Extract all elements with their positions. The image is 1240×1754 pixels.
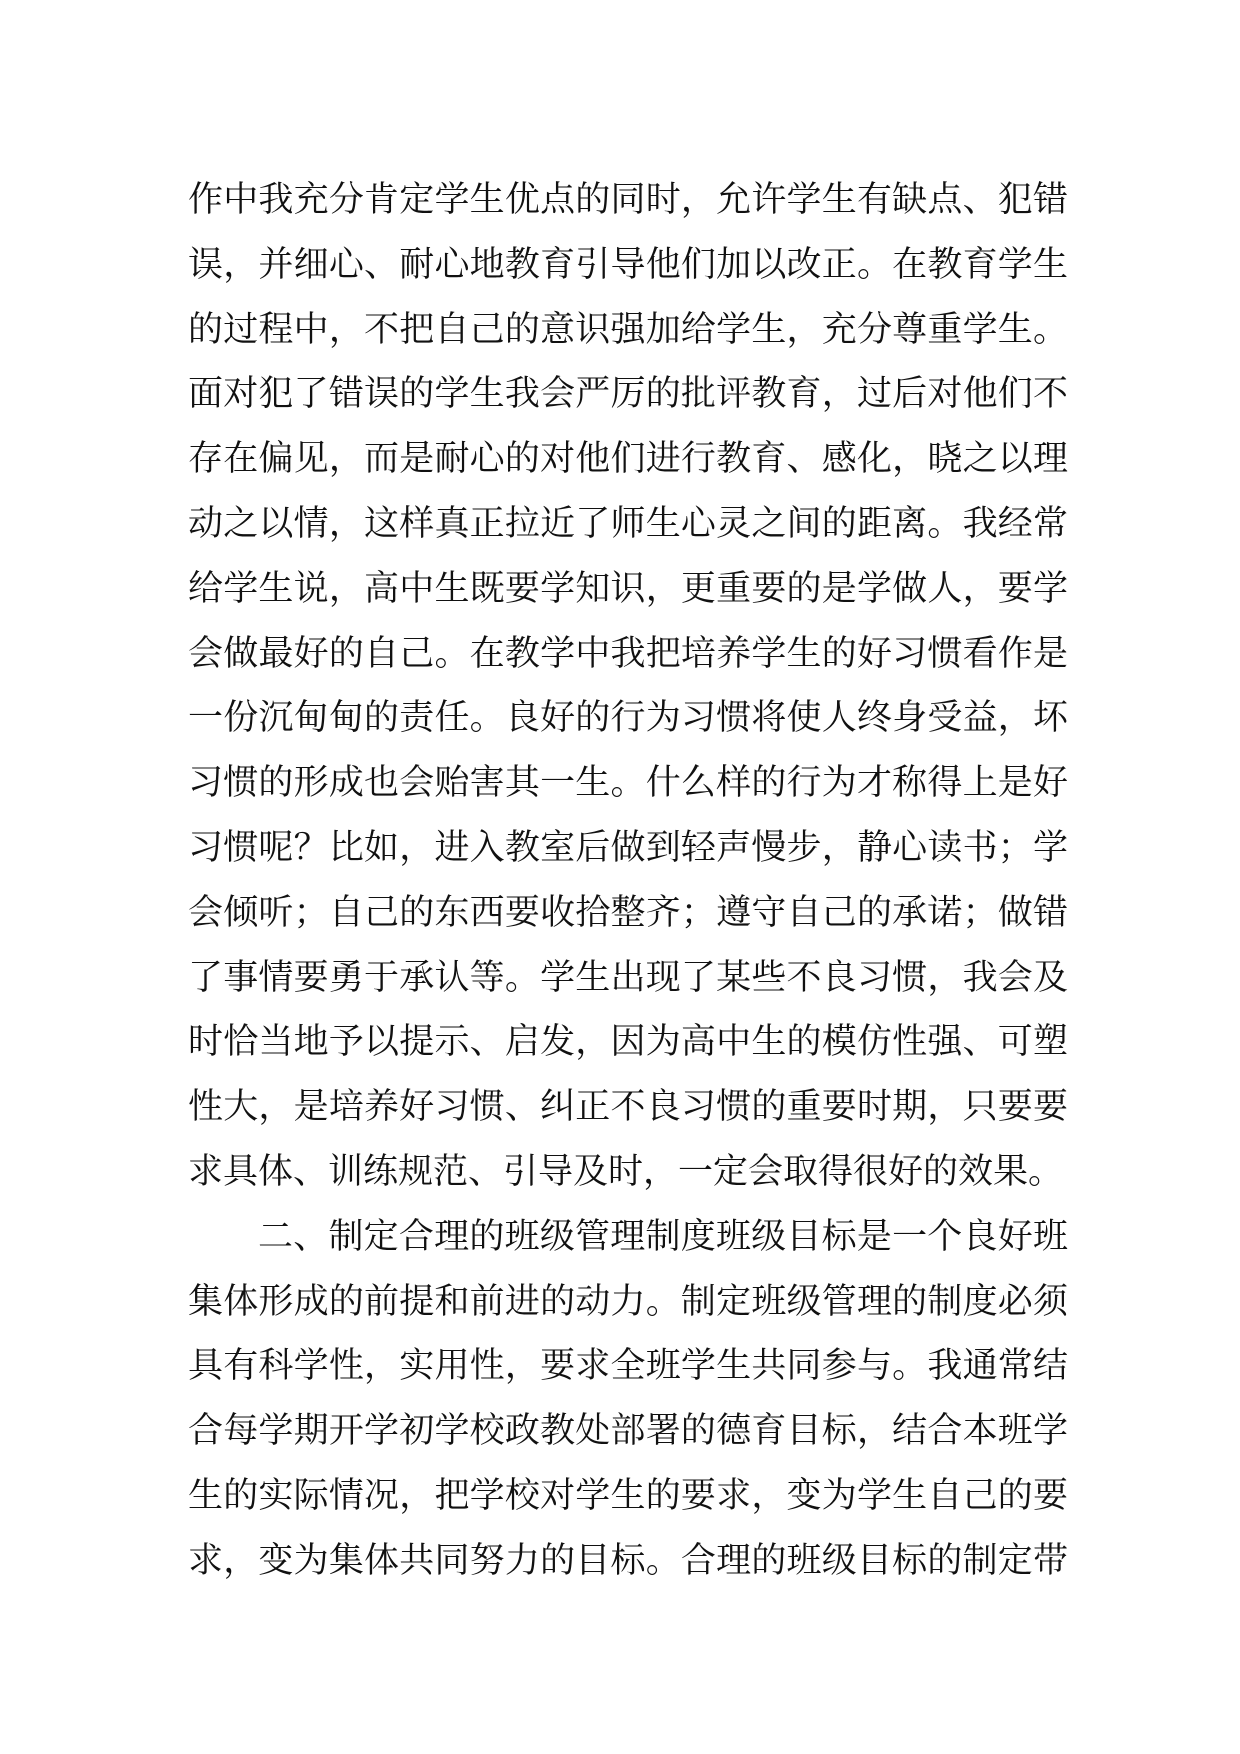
text-line: 会做最好的自己。在教学中我把培养学生的好习惯看作是 (188, 633, 1068, 674)
text-line: 了事情要勇于承认等。学生出现了某些不良习惯，我会及 (188, 957, 1068, 998)
text-line: 具有科学性，实用性，要求全班学生共同参与。我通常结 (188, 1346, 1068, 1387)
text-line: 生的实际情况，把学校对学生的要求，变为学生自己的要 (188, 1475, 1068, 1516)
text-line: 合每学期开学初学校政教处部署的德育目标，结合本班学 (188, 1411, 1068, 1452)
text-line: 作中我充分肯定学生优点的同时，允许学生有缺点、犯错 (188, 180, 1068, 220)
text-line: 误，并细心、耐心地教育引导他们加以改正。在教育学生 (188, 244, 1068, 285)
text-line: 性大，是培养好习惯、纠正不良习惯的重要时期，只要要 (188, 1087, 1068, 1128)
text-line: 习惯呢？比如，进入教室后做到轻声慢步，静心读书；学 (188, 827, 1068, 868)
text-line: 时恰当地予以提示、启发，因为高中生的模仿性强、可塑 (188, 1022, 1068, 1063)
text-line: 集体形成的前提和前进的动力。制定班级管理的制度必须 (188, 1281, 1068, 1322)
document-body (188, 168, 1068, 1594)
text-line: 求具体、训练规范、引导及时，一定会取得很好的效果。 (188, 1151, 1064, 1192)
text-line: 的过程中，不把自己的意识强加给学生，充分尊重学生。 (188, 309, 1068, 350)
text-line: 动之以情，这样真正拉近了师生心灵之间的距离。我经常 (188, 503, 1068, 544)
text-line: 一份沉甸甸的责任。良好的行为习惯将使人终身受益，坏 (188, 698, 1068, 739)
text-line: 求，变为集体共同努力的目标。合理的班级目标的制定带 (188, 1540, 1068, 1581)
text-line: 给学生说，高中生既要学知识，更重要的是学做人，要学 (188, 568, 1068, 609)
text-line: 习惯的形成也会贻害其一生。什么样的行为才称得上是好 (188, 763, 1068, 804)
text-line: 面对犯了错误的学生我会严厉的批评教育，过后对他们不 (188, 374, 1068, 415)
text-line: 会倾听；自己的东西要收拾整齐；遵守自己的承诺；做错 (188, 892, 1068, 933)
text-line: 存在偏见，而是耐心的对他们进行教育、感化，晓之以理 (188, 439, 1068, 480)
section-heading-line: 二、制定合理的班级管理制度班级目标是一个良好班 (258, 1216, 1068, 1257)
